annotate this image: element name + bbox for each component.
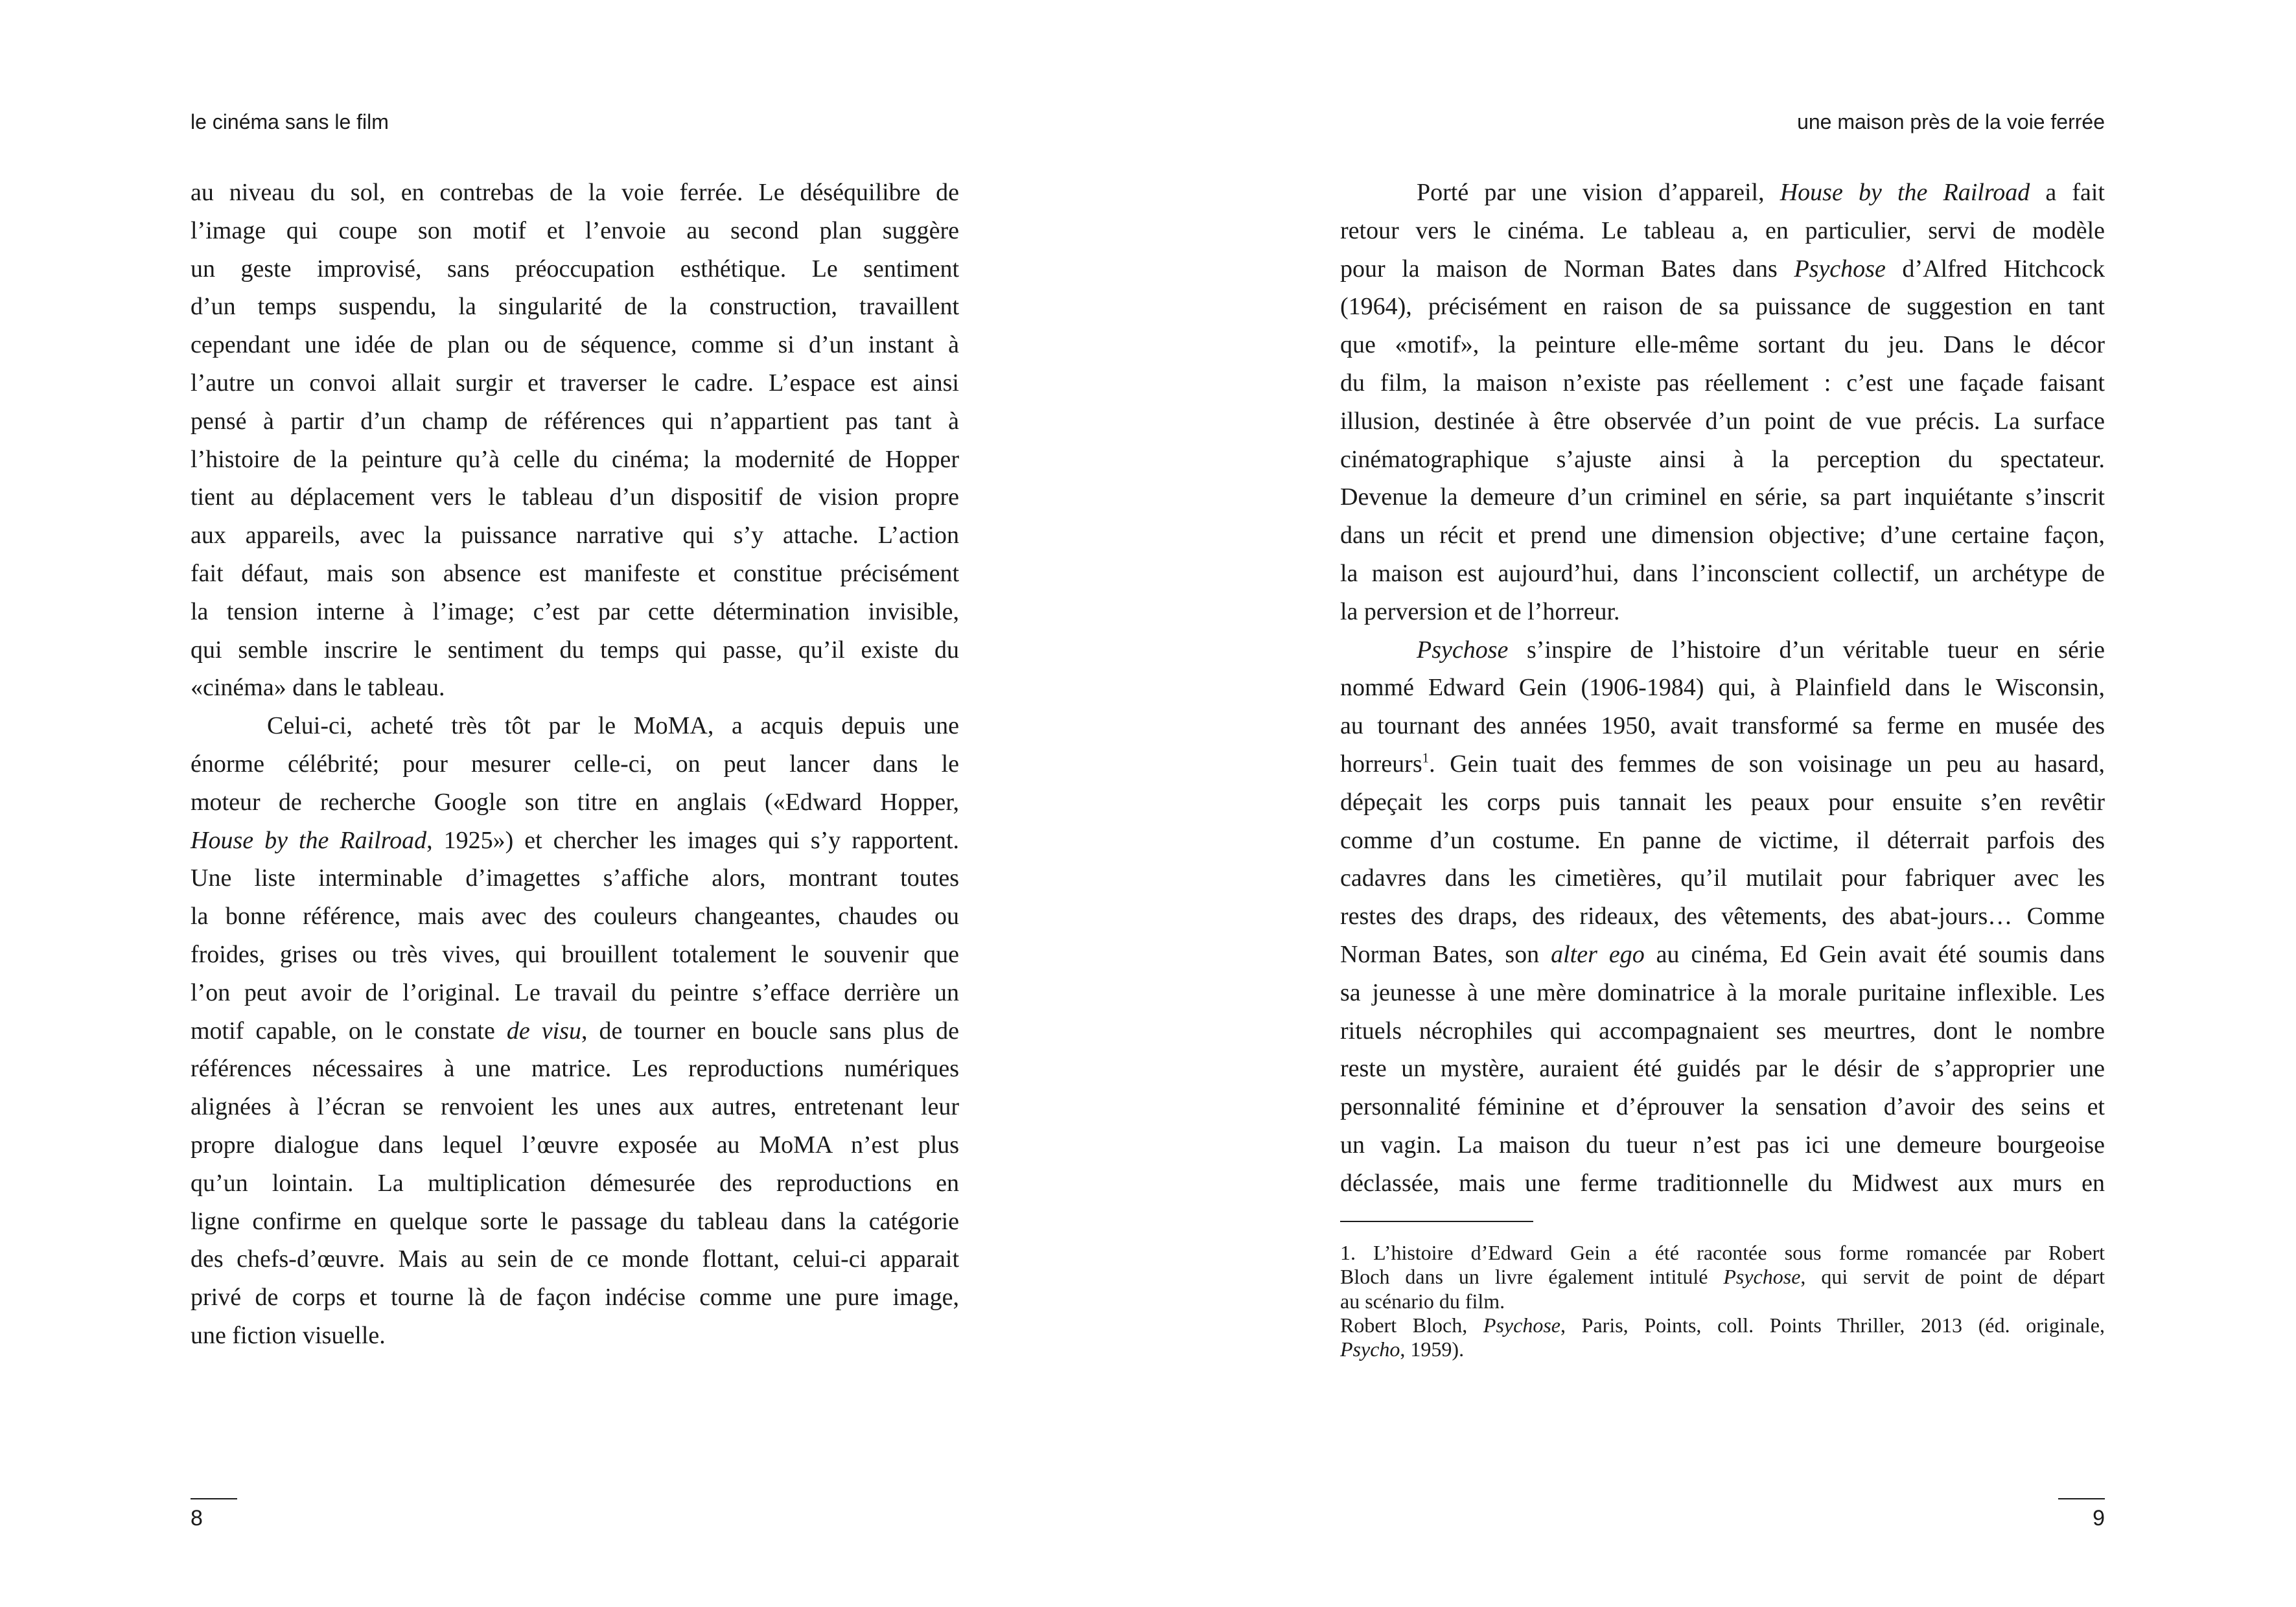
text-line xyxy=(1340,631,2105,669)
text-run: , 1925») et chercher les images qui s’y rapportent. xyxy=(426,826,959,854)
text-run: privé de corps et tourne là de façon indécise comme une pure image, xyxy=(191,1284,959,1312)
text-run: au niveau du sol, en contrebas de la voie ferrée. Le déséquilibre de xyxy=(191,179,959,206)
text-line xyxy=(191,288,959,326)
italic-text: House by the Railroad xyxy=(191,826,427,854)
text-line xyxy=(191,1240,959,1278)
italic-text: Psychose xyxy=(1483,1313,1560,1337)
text-run: Une liste interminable d’imagettes s’affiche alors, montrant toutes xyxy=(191,864,959,892)
text-run: déclassée, mais une ferme traditionnelle du Midwest aux murs en xyxy=(1340,1169,2105,1197)
text-run: une fiction visuelle. xyxy=(191,1321,386,1349)
text-line xyxy=(1340,1012,2105,1050)
footnote-ref: 1 xyxy=(1422,750,1430,766)
text-line xyxy=(191,1126,959,1164)
text-run: énorme célébrité; pour mesurer celle-ci, on peut lancer dans le xyxy=(191,750,959,778)
text-run: l’image qui coupe son motif et l’envoie au second plan suggère xyxy=(191,216,959,244)
text-run: Devenue la demeure d’un criminel en série, sa part inquiétante s’inscrit xyxy=(1340,483,2105,511)
text-run: comme d’un costume. En panne de victime, il déterrait parfois des xyxy=(1340,826,2105,854)
italic-text: Psychose xyxy=(1723,1265,1801,1289)
text-line xyxy=(191,859,959,897)
text-run: la perversion et de l’horreur. xyxy=(1340,597,1620,625)
text-run: Bloch dans un livre également intitulé xyxy=(1340,1265,1724,1289)
text-line xyxy=(191,402,959,441)
text-run: cadavres dans les cimetières, qu’il mutilait pour fabriquer avec les xyxy=(1340,864,2105,892)
text-line xyxy=(191,669,959,707)
text-run: (1964), précisément en raison de sa puissance de suggestion en tant xyxy=(1340,293,2105,321)
italic-text: Psychose xyxy=(1794,255,1886,283)
text-line xyxy=(191,174,959,212)
text-line xyxy=(191,783,959,822)
text-run: la tension interne à l’image; c’est par cette détermination invisible, xyxy=(191,597,959,625)
italic-text: de visu xyxy=(506,1017,581,1045)
text-run: qui semble inscrire le sentiment du temps qui passe, qu’il existe du xyxy=(191,636,959,664)
text-line xyxy=(1340,669,2105,707)
text-line xyxy=(1340,1164,2105,1203)
text-line xyxy=(191,1164,959,1203)
text-line xyxy=(191,1012,959,1050)
text-line xyxy=(1340,745,2105,783)
page-number-left: 8 xyxy=(191,1506,203,1531)
text-run: horreurs xyxy=(1340,750,1422,778)
text-run: fait défaut, mais son absence est manifeste et constitue précisément xyxy=(191,559,959,587)
text-run: s’inspire de l’histoire d’un véritable tueur en série xyxy=(1508,636,2105,664)
text-run: cinématographique s’ajuste ainsi à la perception du spectateur. xyxy=(1340,445,2105,473)
text-line xyxy=(191,326,959,364)
text-line xyxy=(191,478,959,516)
text-line xyxy=(1340,822,2105,860)
text-line xyxy=(191,212,959,250)
text-line xyxy=(1340,1337,2105,1361)
text-run: personnalité féminine et d’éprouver la sensation d’avoir des seins et xyxy=(1340,1093,2105,1121)
text-line xyxy=(1340,974,2105,1012)
text-run: «cinéma» dans le tableau. xyxy=(191,674,445,702)
text-run: illusion, destinée à être observée d’un point de vue précis. La surface xyxy=(1340,407,2105,435)
text-run: qu’un lointain. La multiplication démesurée des reproductions en xyxy=(191,1169,959,1197)
text-run: pour la maison de Norman Bates dans xyxy=(1340,255,1794,283)
text-line xyxy=(1340,859,2105,897)
text-run: au tournant des années 1950, avait transformé sa ferme en musée des xyxy=(1340,712,2105,740)
text-line xyxy=(1340,364,2105,402)
page-number-rule-left xyxy=(191,1498,237,1499)
text-line xyxy=(191,516,959,555)
text-run: pensé à partir d’un champ de références qui n’appartient pas tant à xyxy=(191,407,959,435)
text-run: au scénario du film. xyxy=(1340,1289,1505,1313)
text-run: , qui servit de point de départ xyxy=(1800,1265,2105,1289)
text-line xyxy=(1340,212,2105,250)
text-run: Celui-ci, acheté très tôt par le MoMA, a acquis depuis une xyxy=(267,712,959,740)
text-line xyxy=(191,593,959,631)
text-run: des chefs-d’œuvre. Mais au sein de ce monde flottant, celui-ci apparait xyxy=(191,1245,959,1273)
text-line xyxy=(191,936,959,974)
text-line xyxy=(1340,936,2105,974)
text-line xyxy=(191,441,959,479)
text-line xyxy=(1340,174,2105,212)
text-run: la bonne référence, mais avec des couleurs changeantes, chaudes ou xyxy=(191,903,959,931)
italic-text: alter ego xyxy=(1551,940,1645,968)
text-line xyxy=(191,822,959,860)
text-line xyxy=(191,250,959,288)
text-line xyxy=(1340,1050,2105,1088)
text-run: références nécessaires à une matrice. Les reproductions numériques xyxy=(191,1055,959,1083)
text-line xyxy=(1340,1313,2105,1337)
text-run: que «motif», la peinture elle-même sortant du jeu. Dans le décor xyxy=(1340,331,2105,359)
text-line xyxy=(191,745,959,783)
text-line xyxy=(191,974,959,1012)
text-line xyxy=(1340,1289,2105,1313)
text-line xyxy=(191,1050,959,1088)
text-run: motif capable, on le constate xyxy=(191,1017,507,1045)
text-run: cependant une idée de plan ou de séquence, comme si d’un instant à xyxy=(191,331,959,359)
text-line xyxy=(1340,402,2105,441)
page-number-rule-right xyxy=(2058,1498,2105,1499)
text-run: l’on peut avoir de l’original. Le travail du peintre s’efface derrière un xyxy=(191,978,959,1006)
text-run: d’Alfred Hitchcock xyxy=(1885,255,2105,283)
text-line xyxy=(1340,288,2105,326)
text-line xyxy=(1340,1241,2105,1265)
text-line xyxy=(1340,1126,2105,1164)
text-run: Norman Bates, son xyxy=(1340,940,1551,968)
page-number-right: 9 xyxy=(2093,1506,2105,1531)
text-line xyxy=(1340,897,2105,936)
text-run: sa jeunesse à une mère dominatrice à la morale puritaine inflexible. Les xyxy=(1340,978,2105,1006)
text-run: moteur de recherche Google son titre en anglais («Edward Hopper, xyxy=(191,788,959,816)
text-run: restes des draps, des rideaux, des vêtements, des abat-jours… Comme xyxy=(1340,903,2105,931)
text-run: l’histoire de la peinture qu’à celle du cinéma; la modernité de Hopper xyxy=(191,445,959,473)
text-run: froides, grises ou très vives, qui brouillent totalement le souvenir que xyxy=(191,940,959,968)
text-line xyxy=(191,1203,959,1241)
text-run: reste un mystère, auraient été guidés par le désir de s’approprier une xyxy=(1340,1055,2105,1083)
text-line xyxy=(191,1088,959,1126)
italic-text: Psycho xyxy=(1340,1337,1400,1361)
text-run: ligne confirme en quelque sorte le passage du tableau dans la catégorie xyxy=(191,1207,959,1235)
text-run: rituels nécrophiles qui accompagnaient ses meurtres, dont le nombre xyxy=(1340,1017,2105,1045)
text-line xyxy=(191,1317,959,1355)
text-run: propre dialogue dans lequel l’œuvre exposée au MoMA n’est plus xyxy=(191,1131,959,1159)
footnote-separator xyxy=(1340,1221,1533,1222)
text-run: Robert Bloch, xyxy=(1340,1313,1483,1337)
text-run: d’un temps suspendu, la singularité de la construction, travaillent xyxy=(191,293,959,321)
text-line xyxy=(1340,326,2105,364)
text-line xyxy=(1340,1265,2105,1289)
running-head-right: une maison près de la voie ferrée xyxy=(1797,110,2105,133)
italic-text: House by the Railroad xyxy=(1780,179,2030,206)
text-line xyxy=(191,1278,959,1317)
text-line xyxy=(191,631,959,669)
text-line xyxy=(191,707,959,745)
text-run: un geste improvisé, sans préoccupation esthétique. Le sentiment xyxy=(191,255,959,283)
text-run: un vagin. La maison du tueur n’est pas ici une demeure bourgeoise xyxy=(1340,1131,2105,1159)
text-line xyxy=(1340,783,2105,822)
text-line xyxy=(1340,707,2105,745)
left-page-body xyxy=(191,174,959,1355)
text-run: , Paris, Points, coll. Points Thriller, 2013 (éd. originale, xyxy=(1560,1313,2105,1337)
text-run: 1. L’histoire d’Edward Gein a été racontée sous forme romancée par Robert xyxy=(1340,1241,2105,1264)
italic-text: Psychose xyxy=(1417,636,1509,664)
text-run: tient au déplacement vers le tableau d’un dispositif de vision propre xyxy=(191,483,959,511)
running-head-left: le cinéma sans le film xyxy=(191,110,389,133)
text-run: nommé Edward Gein (1906-1984) qui, à Plainfield dans le Wisconsin, xyxy=(1340,674,2105,702)
text-run: alignées à l’écran se renvoient les unes aux autres, entretenant leur xyxy=(191,1093,959,1121)
text-line xyxy=(1340,516,2105,555)
text-line xyxy=(1340,250,2105,288)
text-run: l’autre un convoi allait surgir et traverser le cadre. L’espace est ainsi xyxy=(191,369,959,397)
text-run: aux appareils, avec la puissance narrative qui s’y attache. L’action xyxy=(191,522,959,549)
text-line xyxy=(1340,555,2105,593)
text-line xyxy=(1340,441,2105,479)
text-run: dans un récit et prend une dimension objective; d’une certaine façon, xyxy=(1340,522,2105,549)
text-run: a fait xyxy=(2030,179,2105,206)
text-line xyxy=(1340,478,2105,516)
text-run: retour vers le cinéma. Le tableau a, en particulier, servi de modèle xyxy=(1340,216,2105,244)
text-run: Porté par une vision d’appareil, xyxy=(1417,179,1780,206)
text-line xyxy=(191,897,959,936)
text-line xyxy=(1340,593,2105,631)
text-line xyxy=(191,364,959,402)
text-line xyxy=(191,555,959,593)
text-run: . Gein tuait des femmes de son voisinage un peu au hasard, xyxy=(1429,750,2105,778)
text-line xyxy=(1340,1088,2105,1126)
text-run: au cinéma, Ed Gein avait été soumis dans xyxy=(1644,940,2105,968)
footnotes xyxy=(1340,1241,2105,1361)
text-run: la maison est aujourd’hui, dans l’inconscient collectif, un archétype de xyxy=(1340,559,2105,587)
text-run: dépeçait les corps puis tannait les peaux pour ensuite s’en revêtir xyxy=(1340,788,2105,816)
text-run: , de tourner en boucle sans plus de xyxy=(581,1017,960,1045)
text-run: du film, la maison n’existe pas réellement : c’est une façade faisant xyxy=(1340,369,2105,397)
right-page-body xyxy=(1340,174,2105,1203)
text-run: , 1959). xyxy=(1400,1337,1465,1361)
